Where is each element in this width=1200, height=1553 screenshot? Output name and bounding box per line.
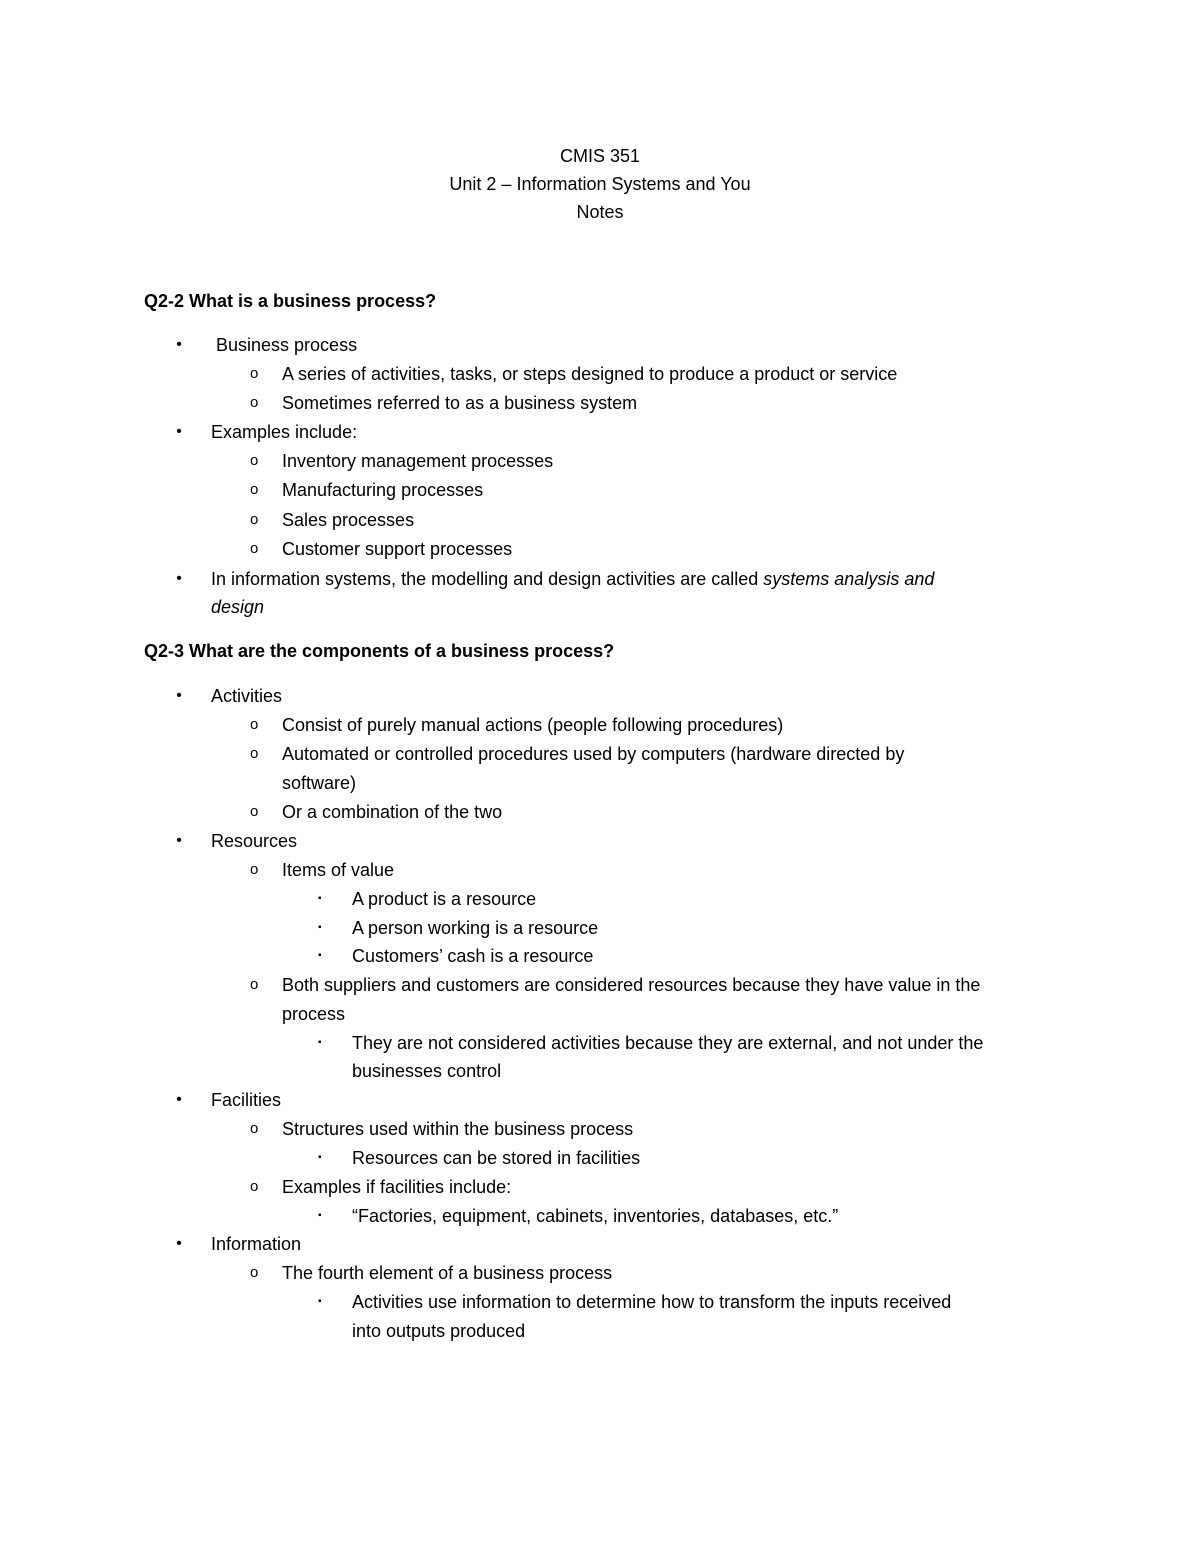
circle-marker: o: [250, 481, 259, 498]
section-heading: Q2-3 What are the components of a business process?: [144, 641, 615, 661]
circle-marker: o: [250, 1264, 259, 1281]
list-item: Sales processes: [282, 510, 415, 530]
course-title: CMIS 351: [559, 146, 641, 166]
emphasis-text: design: [211, 597, 265, 617]
circle-marker: o: [250, 861, 259, 878]
bullet-marker: •: [176, 1235, 182, 1252]
list-item: Information: [211, 1234, 302, 1254]
list-item: They are not considered activities because they are external, and not under the: [352, 1033, 984, 1053]
doc-type-label: Notes: [576, 202, 624, 222]
list-item: Manufacturing processes: [282, 480, 484, 500]
square-marker: ▪: [318, 1296, 322, 1307]
list-item: Facilities: [211, 1090, 282, 1110]
bullet-marker: •: [176, 570, 182, 587]
bullet-marker: •: [176, 687, 182, 704]
list-item: The fourth element of a business process: [282, 1263, 613, 1283]
circle-marker: o: [250, 511, 259, 528]
circle-marker: o: [250, 745, 259, 762]
list-item: Items of value: [282, 860, 395, 880]
square-marker: ▪: [318, 1037, 322, 1048]
list-item: Consist of purely manual actions (people following procedures): [282, 715, 784, 735]
list-item-continuation: [211, 595, 264, 619]
circle-marker: o: [250, 452, 259, 469]
list-item: “Factories, equipment, cabinets, inventories, databases, etc.”: [352, 1206, 839, 1226]
list-item: Customers’ cash is a resource: [352, 946, 594, 966]
circle-marker: o: [250, 540, 259, 557]
list-item: Sometimes referred to as a business system: [282, 393, 638, 413]
square-marker: ▪: [318, 1152, 322, 1163]
bullet-marker: •: [176, 832, 182, 849]
square-marker: ▪: [318, 950, 322, 961]
list-item-text: In information systems, the modelling and design activities are called: [211, 569, 764, 589]
section-heading: Q2-2 What is a business process?: [144, 291, 437, 311]
list-item: Or a combination of the two: [282, 802, 503, 822]
list-item: [211, 567, 934, 591]
list-item: Activities: [211, 686, 283, 706]
list-item: A product is a resource: [352, 889, 537, 909]
list-item: Examples if facilities include:: [282, 1177, 512, 1197]
bullet-marker: •: [176, 336, 182, 353]
list-item-continuation: businesses control: [352, 1061, 502, 1081]
list-item-continuation: process: [282, 1004, 346, 1024]
list-item: Examples include:: [211, 422, 358, 442]
unit-title: Unit 2 – Information Systems and You: [449, 174, 751, 194]
emphasis-text: systems analysis and: [763, 569, 935, 589]
list-item: Automated or controlled procedures used by computers (hardware directed by: [282, 744, 905, 764]
list-item: Activities use information to determine how to transform the inputs received: [352, 1292, 952, 1312]
circle-marker: o: [250, 365, 259, 382]
list-item: Resources can be stored in facilities: [352, 1148, 641, 1168]
list-item: A person working is a resource: [352, 918, 599, 938]
list-item: Resources: [211, 831, 298, 851]
square-marker: ▪: [318, 1210, 322, 1221]
circle-marker: o: [250, 976, 259, 993]
bullet-marker: •: [176, 1091, 182, 1108]
list-item: Inventory management processes: [282, 451, 554, 471]
circle-marker: o: [250, 394, 259, 411]
circle-marker: o: [250, 716, 259, 733]
list-item-continuation: software): [282, 773, 357, 793]
circle-marker: o: [250, 1120, 259, 1137]
bullet-marker: •: [176, 423, 182, 440]
list-item-continuation: into outputs produced: [352, 1321, 526, 1341]
list-item: Business process: [216, 335, 358, 355]
list-item: A series of activities, tasks, or steps designed to produce a product or service: [282, 364, 898, 384]
list-item: Customer support processes: [282, 539, 513, 559]
square-marker: ▪: [318, 893, 322, 904]
circle-marker: o: [250, 803, 259, 820]
list-item: Both suppliers and customers are considered resources because they have value in the: [282, 975, 981, 995]
list-item: Structures used within the business process: [282, 1119, 634, 1139]
circle-marker: o: [250, 1178, 259, 1195]
square-marker: ▪: [318, 922, 322, 933]
